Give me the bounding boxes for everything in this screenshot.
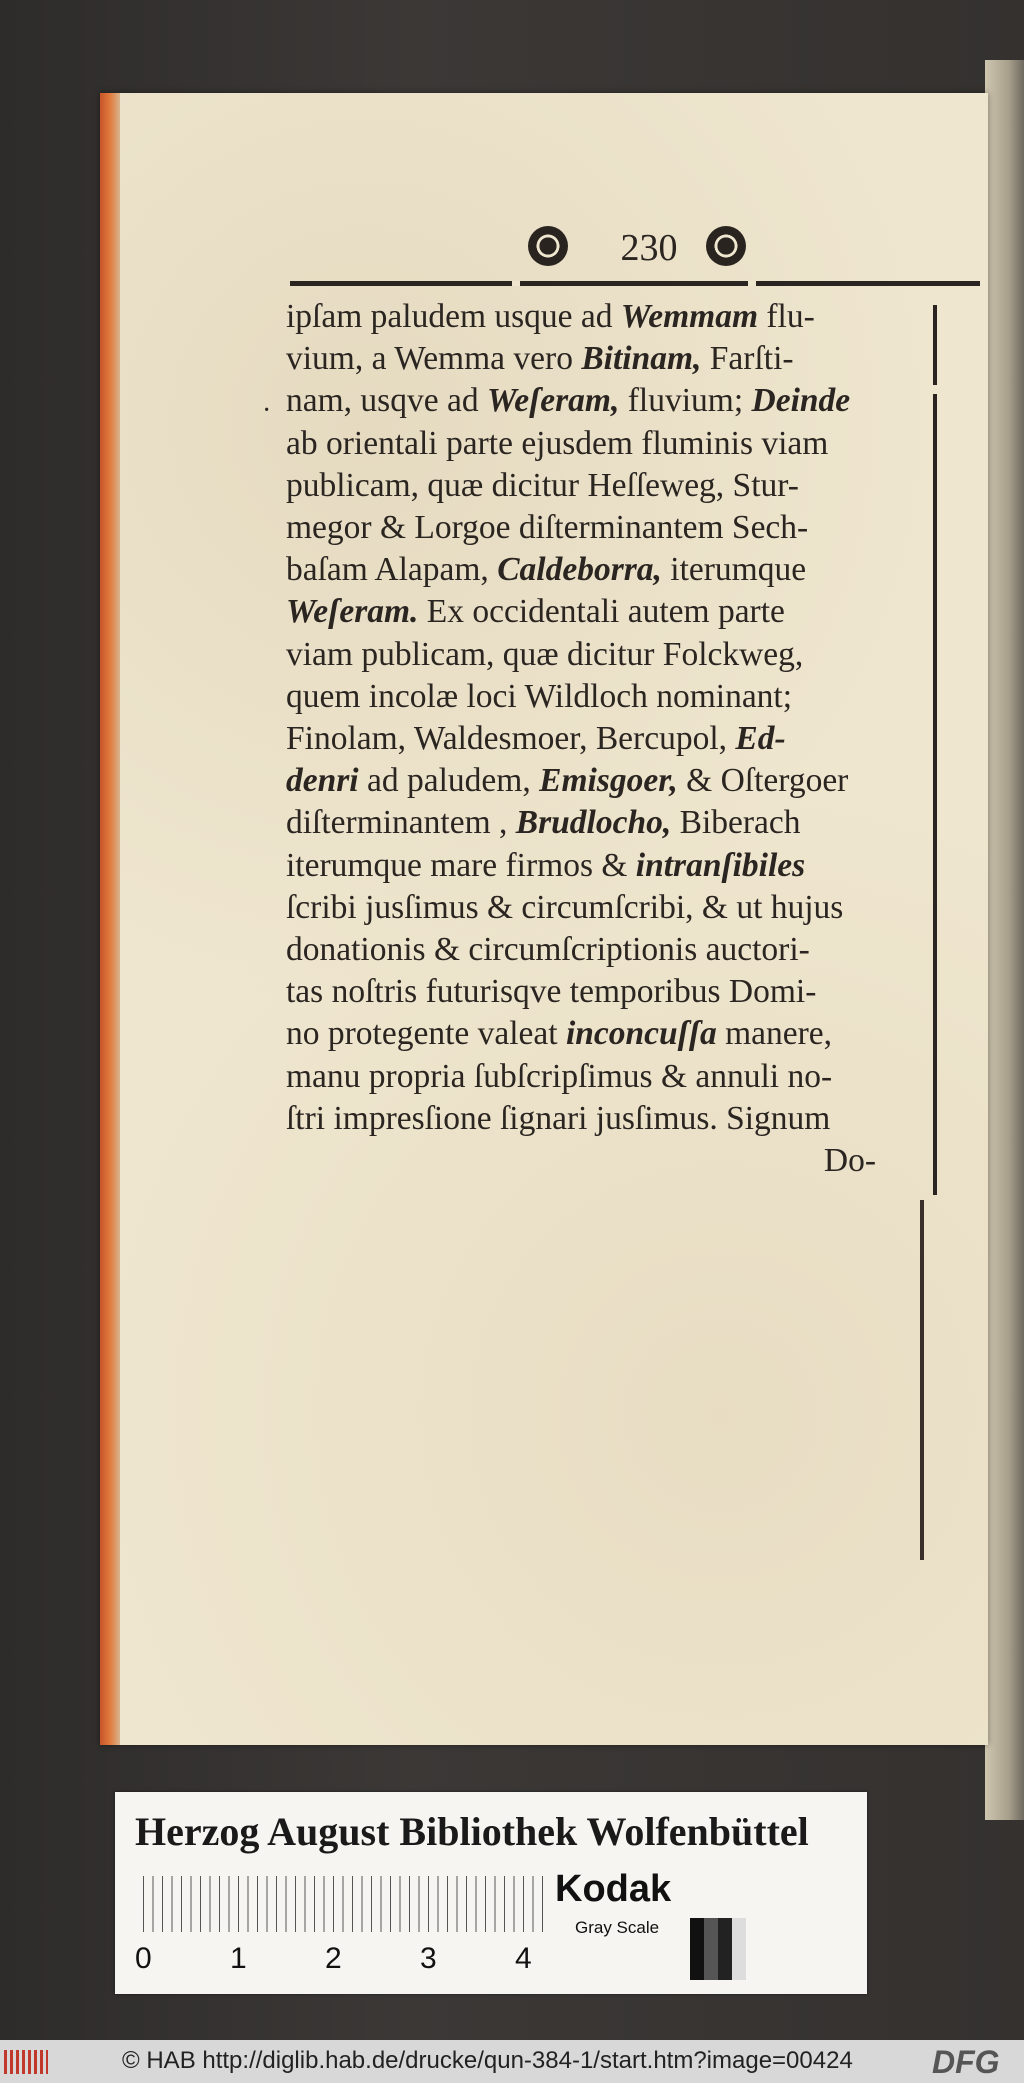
text-line-content bbox=[286, 971, 816, 1013]
text-line bbox=[286, 1013, 916, 1055]
text-run: Biberach bbox=[671, 804, 801, 842]
text-run: iterumque bbox=[661, 551, 807, 589]
text-run: ſcribi jusſimus & circumſcribi, & ut hujus bbox=[286, 888, 844, 926]
text-run: & Oſtergoer bbox=[677, 762, 849, 800]
text-run: ad paludem, bbox=[358, 762, 540, 800]
text-run: ipſam paludem usque ad bbox=[286, 298, 621, 335]
text-run: Ex occidentali autem parte bbox=[418, 593, 785, 631]
gray-scale-label: Gray Scale bbox=[575, 1918, 660, 1937]
text-line-content bbox=[286, 507, 808, 549]
italic-name: Weſeram. bbox=[286, 593, 419, 631]
catchword: Do- bbox=[823, 1142, 876, 1180]
text-run: nam, usqve ad bbox=[286, 382, 487, 420]
scale-ruler bbox=[143, 1876, 543, 1932]
adjacent-page-edge bbox=[985, 60, 1024, 1820]
page-header bbox=[520, 222, 760, 274]
rosette-ornament-icon bbox=[706, 226, 746, 266]
italic-name: Wemmam bbox=[620, 298, 759, 335]
kodak-brand: Kodak bbox=[555, 1868, 672, 1910]
text-line bbox=[286, 423, 916, 465]
text-line bbox=[286, 380, 916, 422]
text-line bbox=[286, 845, 916, 887]
italic-name: Brudlocho, bbox=[515, 804, 672, 842]
text-line-content bbox=[286, 929, 810, 971]
page-gilt-edge bbox=[100, 93, 120, 1745]
text-line-content bbox=[286, 887, 843, 929]
text-run: baſam Alapam, bbox=[286, 551, 498, 589]
rosette-ornament-icon bbox=[528, 226, 568, 266]
margin-marker: · bbox=[262, 395, 272, 426]
italic-name: inconcuſſa bbox=[565, 1015, 717, 1053]
text-run: iterumque mare firmos & bbox=[286, 846, 636, 884]
text-line-content bbox=[286, 718, 786, 760]
text-line-content bbox=[286, 1013, 832, 1055]
text-run: manu propria ſubſcripſimus & annuli no- bbox=[286, 1057, 833, 1095]
margin-line bbox=[933, 305, 937, 1195]
text-run: quem incolæ loci Wildloch nominant; bbox=[286, 677, 793, 715]
gray-patch bbox=[690, 1918, 704, 1980]
color-calibration-card bbox=[115, 1792, 867, 1994]
gray-patch bbox=[718, 1918, 732, 1980]
text-line bbox=[286, 507, 916, 549]
text-line bbox=[286, 971, 916, 1013]
text-run: Farſti- bbox=[701, 340, 794, 378]
text-run: megor & Lorgoe diſterminantem Sech- bbox=[286, 509, 809, 547]
text-run: vium, a Wemma vero bbox=[286, 340, 582, 378]
italic-name: Ed- bbox=[735, 720, 786, 758]
text-line bbox=[286, 591, 916, 633]
ruler-label: 2 bbox=[325, 1942, 342, 1975]
rule-gap bbox=[748, 281, 756, 286]
text-line-content bbox=[286, 296, 815, 338]
ruler-labels bbox=[135, 1942, 575, 1982]
italic-name: denri bbox=[286, 762, 359, 800]
text-line-content bbox=[286, 1056, 832, 1098]
text-line-content bbox=[286, 549, 806, 591]
text-line bbox=[286, 338, 916, 380]
text-line bbox=[286, 549, 916, 591]
digitization-logo-icon bbox=[4, 2050, 48, 2074]
text-line-content bbox=[286, 845, 805, 887]
text-line bbox=[286, 465, 916, 507]
text-line bbox=[286, 676, 916, 718]
gray-scale-patches bbox=[690, 1918, 750, 1980]
header-rule bbox=[290, 281, 980, 286]
institution-name: Herzog August Bibliothek Wolfenbüttel bbox=[135, 1809, 809, 1854]
margin-line bbox=[920, 1200, 924, 1560]
page-number: 230 bbox=[620, 227, 678, 269]
text-line-content bbox=[286, 380, 850, 422]
rule-gap bbox=[512, 281, 520, 286]
text-run: viam publicam, quæ dicitur Folckweg, bbox=[286, 635, 804, 673]
text-run: ſtri impresſione ſignari jusſimus. Signum bbox=[286, 1099, 831, 1137]
text-run: fluvium; bbox=[619, 382, 752, 420]
text-run: donationis & circumſcriptionis auctori- bbox=[286, 931, 810, 969]
text-line-content bbox=[286, 760, 848, 802]
text-run: ab orientali parte ejusdem fluminis viam bbox=[286, 424, 829, 462]
ruler-label: 3 bbox=[420, 1942, 437, 1975]
text-line bbox=[286, 1098, 916, 1140]
italic-name: Emisgoer, bbox=[539, 762, 678, 800]
text-line bbox=[286, 760, 916, 802]
italic-name: intranſibiles bbox=[635, 846, 806, 884]
text-line bbox=[286, 634, 916, 676]
gray-patch bbox=[704, 1918, 718, 1980]
italic-name: Deinde bbox=[751, 382, 851, 420]
text-line-content bbox=[286, 634, 803, 676]
text-line bbox=[286, 296, 916, 338]
text-line bbox=[286, 802, 916, 844]
text-line-content bbox=[286, 338, 794, 380]
text-line-content bbox=[286, 423, 828, 465]
text-line-content bbox=[286, 676, 792, 718]
text-run: no protegente valeat bbox=[286, 1015, 566, 1053]
text-line bbox=[286, 887, 916, 929]
italic-name: Bitinam, bbox=[581, 340, 702, 378]
body-text bbox=[286, 296, 916, 1182]
text-line bbox=[286, 1056, 916, 1098]
viewer-footer-bar bbox=[0, 2040, 1024, 2083]
text-line-content bbox=[286, 465, 799, 507]
text-run: publicam, quæ dicitur Heſſeweg, Stur- bbox=[286, 466, 799, 504]
ruler-label: 0 bbox=[135, 1942, 152, 1975]
italic-name: Caldeborra, bbox=[497, 551, 662, 589]
text-run: diſterminantem , bbox=[286, 804, 516, 842]
dfg-logo: DFG bbox=[932, 2044, 1000, 2080]
italic-name: Weſeram, bbox=[486, 382, 620, 420]
text-line-content bbox=[286, 802, 801, 844]
gray-patch bbox=[732, 1918, 746, 1980]
text-line bbox=[286, 929, 916, 971]
text-line bbox=[286, 718, 916, 760]
ruler-label: 4 bbox=[515, 1942, 532, 1975]
text-line-content bbox=[286, 591, 785, 633]
ruler-label: 1 bbox=[230, 1942, 247, 1975]
text-run: manere, bbox=[716, 1015, 833, 1053]
text-run: Finolam, Waldesmoer, Bercupol, bbox=[286, 720, 736, 758]
text-run: flu- bbox=[758, 298, 815, 335]
text-run: tas noſtris futurisqve temporibus Domi- bbox=[286, 973, 817, 1011]
copyright-link[interactable]: © HAB http://diglib.hab.de/drucke/qun-384-1/start.htm?image=00424 bbox=[122, 2047, 853, 2074]
text-line-content bbox=[286, 1098, 830, 1140]
